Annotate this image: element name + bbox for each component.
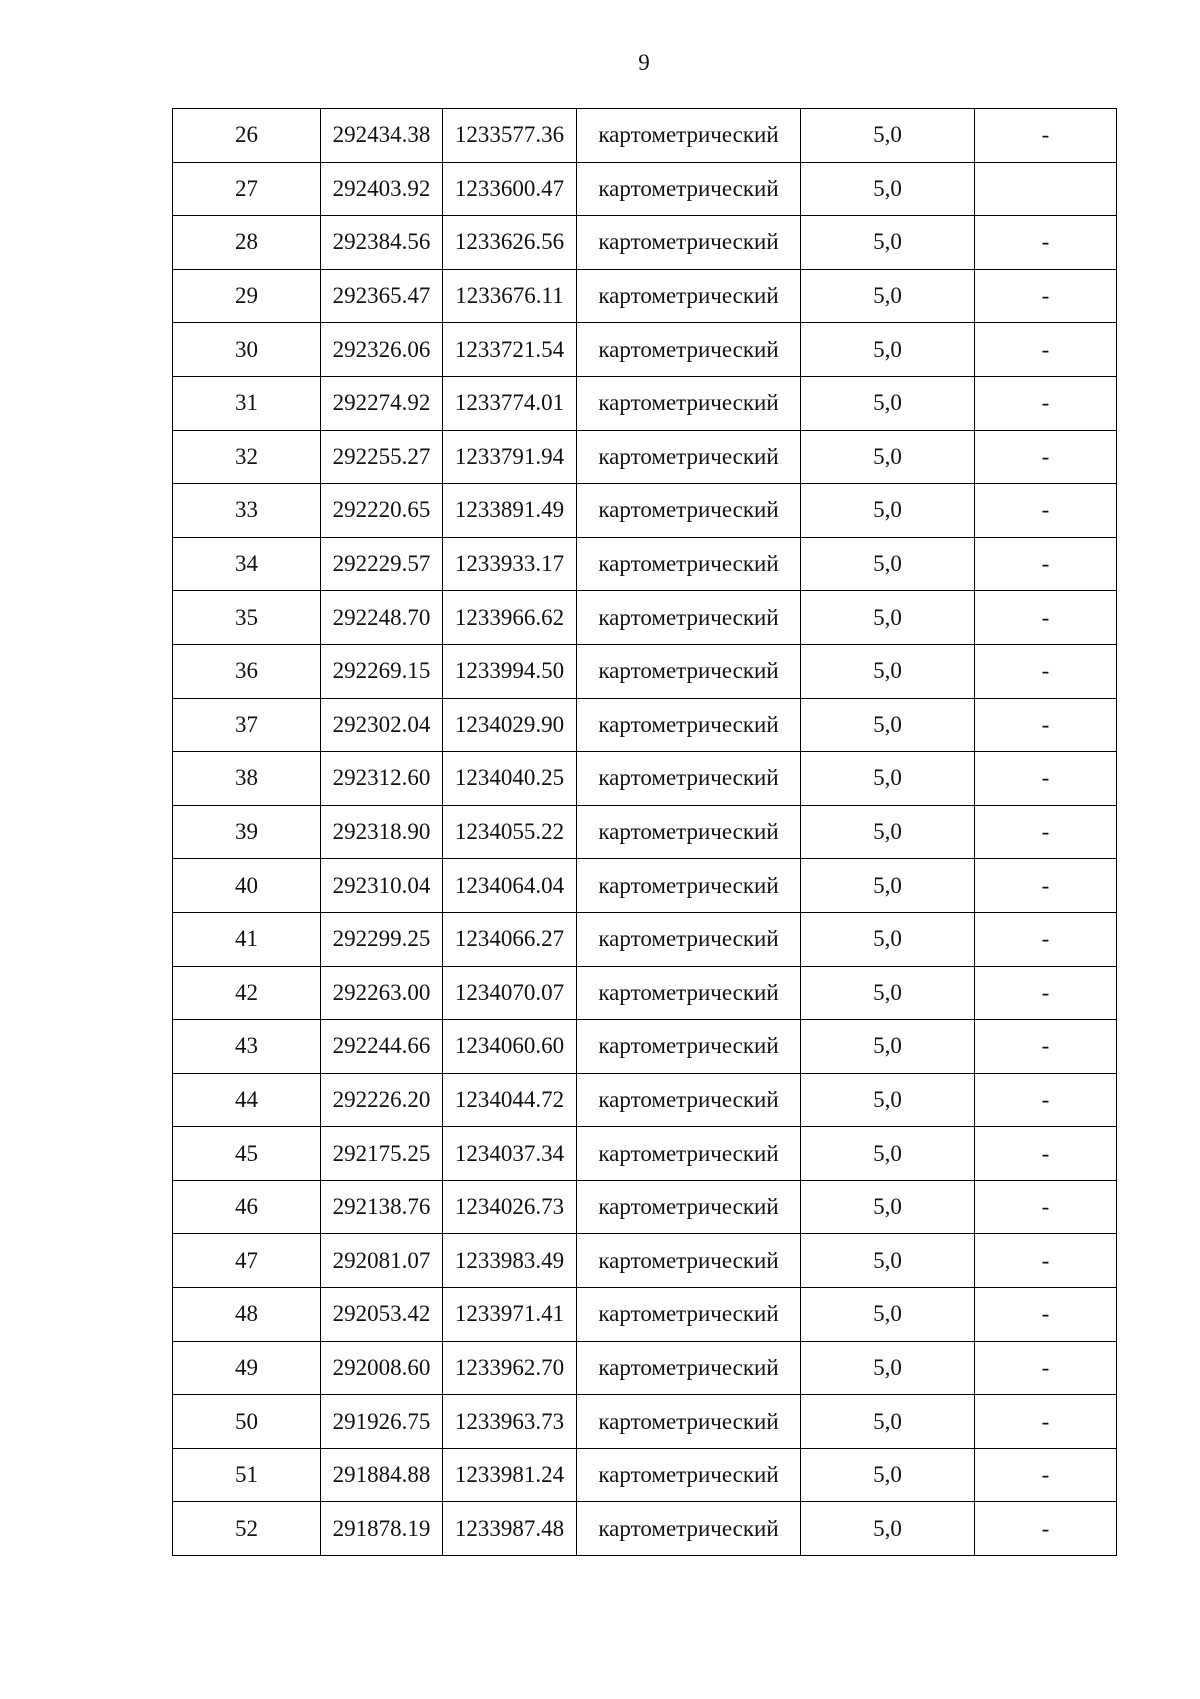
method-cell: картометрический xyxy=(577,269,801,323)
accuracy-cell: 5,0 xyxy=(801,269,975,323)
method-cell: картометрический xyxy=(577,537,801,591)
method-cell: картометрический xyxy=(577,484,801,538)
table-row xyxy=(173,1180,1117,1234)
note-cell: - xyxy=(975,859,1117,913)
table-row xyxy=(173,376,1117,430)
note-cell: - xyxy=(975,805,1117,859)
table-row xyxy=(173,591,1117,645)
accuracy-cell: 5,0 xyxy=(801,912,975,966)
point-number-cell: 46 xyxy=(173,1180,321,1234)
accuracy-cell: 5,0 xyxy=(801,162,975,216)
y-coordinate-cell: 1234070.07 xyxy=(443,966,577,1020)
accuracy-cell: 5,0 xyxy=(801,1341,975,1395)
point-number-cell: 50 xyxy=(173,1395,321,1449)
method-cell: картометрический xyxy=(577,752,801,806)
table-row xyxy=(173,216,1117,270)
point-number-cell: 26 xyxy=(173,109,321,163)
point-number-cell: 48 xyxy=(173,1288,321,1342)
x-coordinate-cell: 292269.15 xyxy=(321,644,443,698)
x-coordinate-cell: 291884.88 xyxy=(321,1448,443,1502)
point-number-cell: 39 xyxy=(173,805,321,859)
method-cell: картометрический xyxy=(577,859,801,913)
point-number-cell: 29 xyxy=(173,269,321,323)
accuracy-cell: 5,0 xyxy=(801,966,975,1020)
x-coordinate-cell: 292403.92 xyxy=(321,162,443,216)
point-number-cell: 28 xyxy=(173,216,321,270)
point-number-cell: 35 xyxy=(173,591,321,645)
note-cell: - xyxy=(975,966,1117,1020)
x-coordinate-cell: 292310.04 xyxy=(321,859,443,913)
y-coordinate-cell: 1233994.50 xyxy=(443,644,577,698)
y-coordinate-cell: 1233983.49 xyxy=(443,1234,577,1288)
note-cell: - xyxy=(975,430,1117,484)
table-row xyxy=(173,1234,1117,1288)
x-coordinate-cell: 292263.00 xyxy=(321,966,443,1020)
method-cell: картометрический xyxy=(577,1502,801,1556)
x-coordinate-cell: 292255.27 xyxy=(321,430,443,484)
note-cell: - xyxy=(975,591,1117,645)
y-coordinate-cell: 1233791.94 xyxy=(443,430,577,484)
note-cell: - xyxy=(975,376,1117,430)
x-coordinate-cell: 292302.04 xyxy=(321,698,443,752)
accuracy-cell: 5,0 xyxy=(801,1502,975,1556)
method-cell: картометрический xyxy=(577,323,801,377)
x-coordinate-cell: 291878.19 xyxy=(321,1502,443,1556)
y-coordinate-cell: 1234066.27 xyxy=(443,912,577,966)
note-cell: - xyxy=(975,1020,1117,1074)
note-cell: - xyxy=(975,216,1117,270)
point-number-cell: 40 xyxy=(173,859,321,913)
x-coordinate-cell: 292312.60 xyxy=(321,752,443,806)
accuracy-cell: 5,0 xyxy=(801,323,975,377)
table-row xyxy=(173,162,1117,216)
point-number-cell: 30 xyxy=(173,323,321,377)
y-coordinate-cell: 1234055.22 xyxy=(443,805,577,859)
x-coordinate-cell: 292220.65 xyxy=(321,484,443,538)
y-coordinate-cell: 1233600.47 xyxy=(443,162,577,216)
y-coordinate-cell: 1234040.25 xyxy=(443,752,577,806)
accuracy-cell: 5,0 xyxy=(801,1448,975,1502)
table-row xyxy=(173,698,1117,752)
note-cell xyxy=(975,162,1117,216)
note-cell: - xyxy=(975,1288,1117,1342)
y-coordinate-cell: 1233676.11 xyxy=(443,269,577,323)
point-number-cell: 43 xyxy=(173,1020,321,1074)
table-row xyxy=(173,1020,1117,1074)
table-row xyxy=(173,1127,1117,1181)
method-cell: картометрический xyxy=(577,216,801,270)
accuracy-cell: 5,0 xyxy=(801,430,975,484)
x-coordinate-cell: 292008.60 xyxy=(321,1341,443,1395)
accuracy-cell: 5,0 xyxy=(801,1020,975,1074)
table-row xyxy=(173,805,1117,859)
accuracy-cell: 5,0 xyxy=(801,1127,975,1181)
x-coordinate-cell: 292299.25 xyxy=(321,912,443,966)
note-cell: - xyxy=(975,484,1117,538)
point-number-cell: 47 xyxy=(173,1234,321,1288)
point-number-cell: 34 xyxy=(173,537,321,591)
method-cell: картометрический xyxy=(577,1288,801,1342)
note-cell: - xyxy=(975,1448,1117,1502)
accuracy-cell: 5,0 xyxy=(801,1288,975,1342)
table-row xyxy=(173,1288,1117,1342)
note-cell: - xyxy=(975,323,1117,377)
table-row xyxy=(173,1395,1117,1449)
coordinates-table xyxy=(172,108,1117,1556)
accuracy-cell: 5,0 xyxy=(801,698,975,752)
x-coordinate-cell: 292229.57 xyxy=(321,537,443,591)
method-cell: картометрический xyxy=(577,162,801,216)
x-coordinate-cell: 292175.25 xyxy=(321,1127,443,1181)
method-cell: картометрический xyxy=(577,591,801,645)
x-coordinate-cell: 292326.06 xyxy=(321,323,443,377)
method-cell: картометрический xyxy=(577,698,801,752)
accuracy-cell: 5,0 xyxy=(801,591,975,645)
note-cell: - xyxy=(975,752,1117,806)
table-row xyxy=(173,912,1117,966)
point-number-cell: 44 xyxy=(173,1073,321,1127)
table-row xyxy=(173,752,1117,806)
method-cell: картометрический xyxy=(577,644,801,698)
point-number-cell: 31 xyxy=(173,376,321,430)
method-cell: картометрический xyxy=(577,912,801,966)
point-number-cell: 37 xyxy=(173,698,321,752)
point-number-cell: 32 xyxy=(173,430,321,484)
y-coordinate-cell: 1233626.56 xyxy=(443,216,577,270)
point-number-cell: 49 xyxy=(173,1341,321,1395)
note-cell: - xyxy=(975,698,1117,752)
note-cell: - xyxy=(975,1502,1117,1556)
table-row xyxy=(173,269,1117,323)
table-row xyxy=(173,430,1117,484)
note-cell: - xyxy=(975,912,1117,966)
accuracy-cell: 5,0 xyxy=(801,1395,975,1449)
point-number-cell: 52 xyxy=(173,1502,321,1556)
y-coordinate-cell: 1233963.73 xyxy=(443,1395,577,1449)
note-cell: - xyxy=(975,1395,1117,1449)
table-row xyxy=(173,1502,1117,1556)
note-cell: - xyxy=(975,1180,1117,1234)
point-number-cell: 41 xyxy=(173,912,321,966)
accuracy-cell: 5,0 xyxy=(801,376,975,430)
accuracy-cell: 5,0 xyxy=(801,109,975,163)
x-coordinate-cell: 292384.56 xyxy=(321,216,443,270)
y-coordinate-cell: 1233981.24 xyxy=(443,1448,577,1502)
x-coordinate-cell: 292138.76 xyxy=(321,1180,443,1234)
y-coordinate-cell: 1234029.90 xyxy=(443,698,577,752)
table-row xyxy=(173,484,1117,538)
y-coordinate-cell: 1233966.62 xyxy=(443,591,577,645)
table-row xyxy=(173,1341,1117,1395)
method-cell: картометрический xyxy=(577,1180,801,1234)
accuracy-cell: 5,0 xyxy=(801,644,975,698)
table-row xyxy=(173,537,1117,591)
table-row xyxy=(173,966,1117,1020)
point-number-cell: 27 xyxy=(173,162,321,216)
method-cell: картометрический xyxy=(577,430,801,484)
x-coordinate-cell: 292053.42 xyxy=(321,1288,443,1342)
method-cell: картометрический xyxy=(577,109,801,163)
y-coordinate-cell: 1234037.34 xyxy=(443,1127,577,1181)
method-cell: картометрический xyxy=(577,1395,801,1449)
table-row xyxy=(173,1448,1117,1502)
x-coordinate-cell: 292318.90 xyxy=(321,805,443,859)
accuracy-cell: 5,0 xyxy=(801,805,975,859)
y-coordinate-cell: 1233891.49 xyxy=(443,484,577,538)
note-cell: - xyxy=(975,109,1117,163)
x-coordinate-cell: 292081.07 xyxy=(321,1234,443,1288)
x-coordinate-cell: 292274.92 xyxy=(321,376,443,430)
y-coordinate-cell: 1233721.54 xyxy=(443,323,577,377)
y-coordinate-cell: 1233774.01 xyxy=(443,376,577,430)
y-coordinate-cell: 1233971.41 xyxy=(443,1288,577,1342)
y-coordinate-cell: 1234060.60 xyxy=(443,1020,577,1074)
table-row xyxy=(173,859,1117,913)
method-cell: картометрический xyxy=(577,1073,801,1127)
x-coordinate-cell: 292226.20 xyxy=(321,1073,443,1127)
x-coordinate-cell: 292244.66 xyxy=(321,1020,443,1074)
accuracy-cell: 5,0 xyxy=(801,752,975,806)
table-row xyxy=(173,109,1117,163)
x-coordinate-cell: 292248.70 xyxy=(321,591,443,645)
point-number-cell: 33 xyxy=(173,484,321,538)
note-cell: - xyxy=(975,537,1117,591)
note-cell: - xyxy=(975,1127,1117,1181)
method-cell: картометрический xyxy=(577,805,801,859)
point-number-cell: 38 xyxy=(173,752,321,806)
accuracy-cell: 5,0 xyxy=(801,537,975,591)
method-cell: картометрический xyxy=(577,966,801,1020)
y-coordinate-cell: 1234064.04 xyxy=(443,859,577,913)
note-cell: - xyxy=(975,1234,1117,1288)
table-row xyxy=(173,644,1117,698)
method-cell: картометрический xyxy=(577,376,801,430)
coordinates-table-body xyxy=(173,109,1117,1556)
method-cell: картометрический xyxy=(577,1341,801,1395)
page-number: 9 xyxy=(638,50,650,75)
accuracy-cell: 5,0 xyxy=(801,1073,975,1127)
accuracy-cell: 5,0 xyxy=(801,859,975,913)
x-coordinate-cell: 291926.75 xyxy=(321,1395,443,1449)
point-number-cell: 45 xyxy=(173,1127,321,1181)
y-coordinate-cell: 1233987.48 xyxy=(443,1502,577,1556)
point-number-cell: 36 xyxy=(173,644,321,698)
method-cell: картометрический xyxy=(577,1448,801,1502)
note-cell: - xyxy=(975,644,1117,698)
accuracy-cell: 5,0 xyxy=(801,216,975,270)
note-cell: - xyxy=(975,1073,1117,1127)
point-number-cell: 42 xyxy=(173,966,321,1020)
y-coordinate-cell: 1233962.70 xyxy=(443,1341,577,1395)
y-coordinate-cell: 1233577.36 xyxy=(443,109,577,163)
accuracy-cell: 5,0 xyxy=(801,1180,975,1234)
note-cell: - xyxy=(975,1341,1117,1395)
accuracy-cell: 5,0 xyxy=(801,1234,975,1288)
method-cell: картометрический xyxy=(577,1234,801,1288)
method-cell: картометрический xyxy=(577,1127,801,1181)
x-coordinate-cell: 292365.47 xyxy=(321,269,443,323)
table-row xyxy=(173,323,1117,377)
accuracy-cell: 5,0 xyxy=(801,484,975,538)
y-coordinate-cell: 1233933.17 xyxy=(443,537,577,591)
y-coordinate-cell: 1234044.72 xyxy=(443,1073,577,1127)
note-cell: - xyxy=(975,269,1117,323)
method-cell: картометрический xyxy=(577,1020,801,1074)
x-coordinate-cell: 292434.38 xyxy=(321,109,443,163)
y-coordinate-cell: 1234026.73 xyxy=(443,1180,577,1234)
point-number-cell: 51 xyxy=(173,1448,321,1502)
table-row xyxy=(173,1073,1117,1127)
